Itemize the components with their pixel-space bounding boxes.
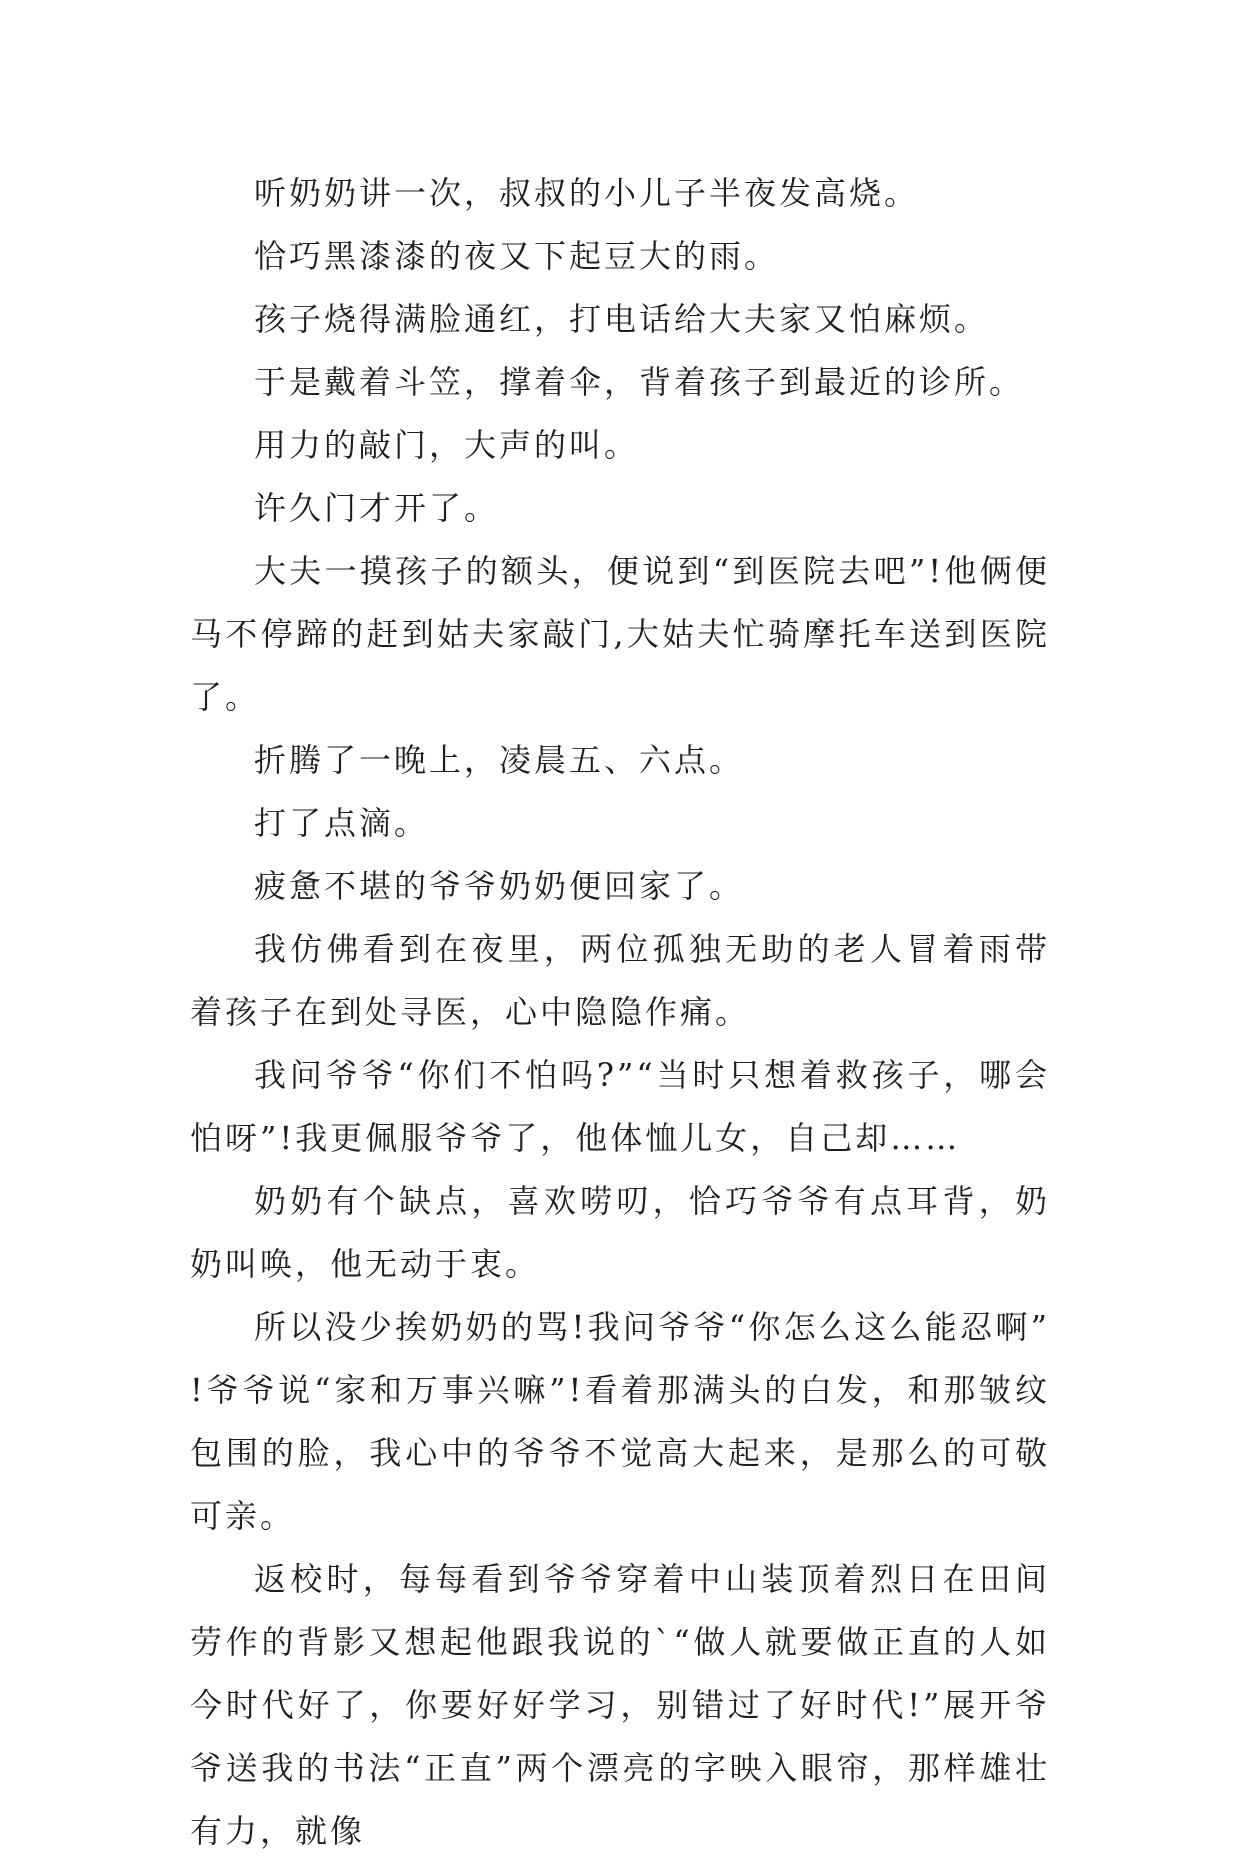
paragraph: 恰巧黑漆漆的夜又下起豆大的雨。 <box>254 237 780 275</box>
paragraph: 大夫一摸孩子的额头，便说到“到医院去吧”!他俩便马不停蹄的赶到姑夫家敲门,大姑夫忙骑摩托车送到医院了。 <box>190 552 1050 716</box>
paragraph: 孩子烧得满脸通红，打电话给大夫家又怕麻烦。 <box>254 300 990 338</box>
paragraph: 所以没少挨奶奶的骂!我问爷爷“你怎么这么能忍啊”!爷爷说“家和万事兴嘛”!看着那满头的白发，和那皱纹包围的脸，我心中的爷爷不觉高大起来，是那么的可敬可亲。 <box>190 1308 1050 1535</box>
document-body <box>190 162 1050 1863</box>
paragraph: 折腾了一晚上，凌晨五、六点。 <box>254 741 745 779</box>
paragraph: 听奶奶讲一次，叔叔的小儿子半夜发高烧。 <box>254 174 920 212</box>
paragraph: 我问爷爷“你们不怕吗?”“当时只想着救孩子，哪会怕呀”!我更佩服爷爷了，他体恤儿女，自己却…… <box>190 1056 1050 1157</box>
paragraph: 于是戴着斗笠，撑着伞，背着孩子到最近的诊所。 <box>254 363 1025 401</box>
paragraph: 用力的敲门，大声的叫。 <box>254 426 640 464</box>
paragraph: 我仿佛看到在夜里，两位孤独无助的老人冒着雨带着孩子在到处寻医，心中隐隐作痛。 <box>190 930 1050 1031</box>
paragraph: 疲惫不堪的爷爷奶奶便回家了。 <box>254 867 745 905</box>
paragraph: 奶奶有个缺点，喜欢唠叨，恰巧爷爷有点耳背，奶奶叫唤，他无动于衷。 <box>190 1182 1050 1283</box>
paragraph: 许久门才开了。 <box>254 489 500 527</box>
paragraph: 返校时，每每看到爷爷穿着中山装顶着烈日在田间劳作的背影又想起他跟我说的`“做人就要做正直的人如今时代好了，你要好好学习，别错过了好时代!”展开爷爷送我的书法“正直”两个漂亮的字映入眼帘，那样雄壮有力，就像 <box>190 1560 1050 1850</box>
paragraph: 打了点滴。 <box>254 804 430 842</box>
